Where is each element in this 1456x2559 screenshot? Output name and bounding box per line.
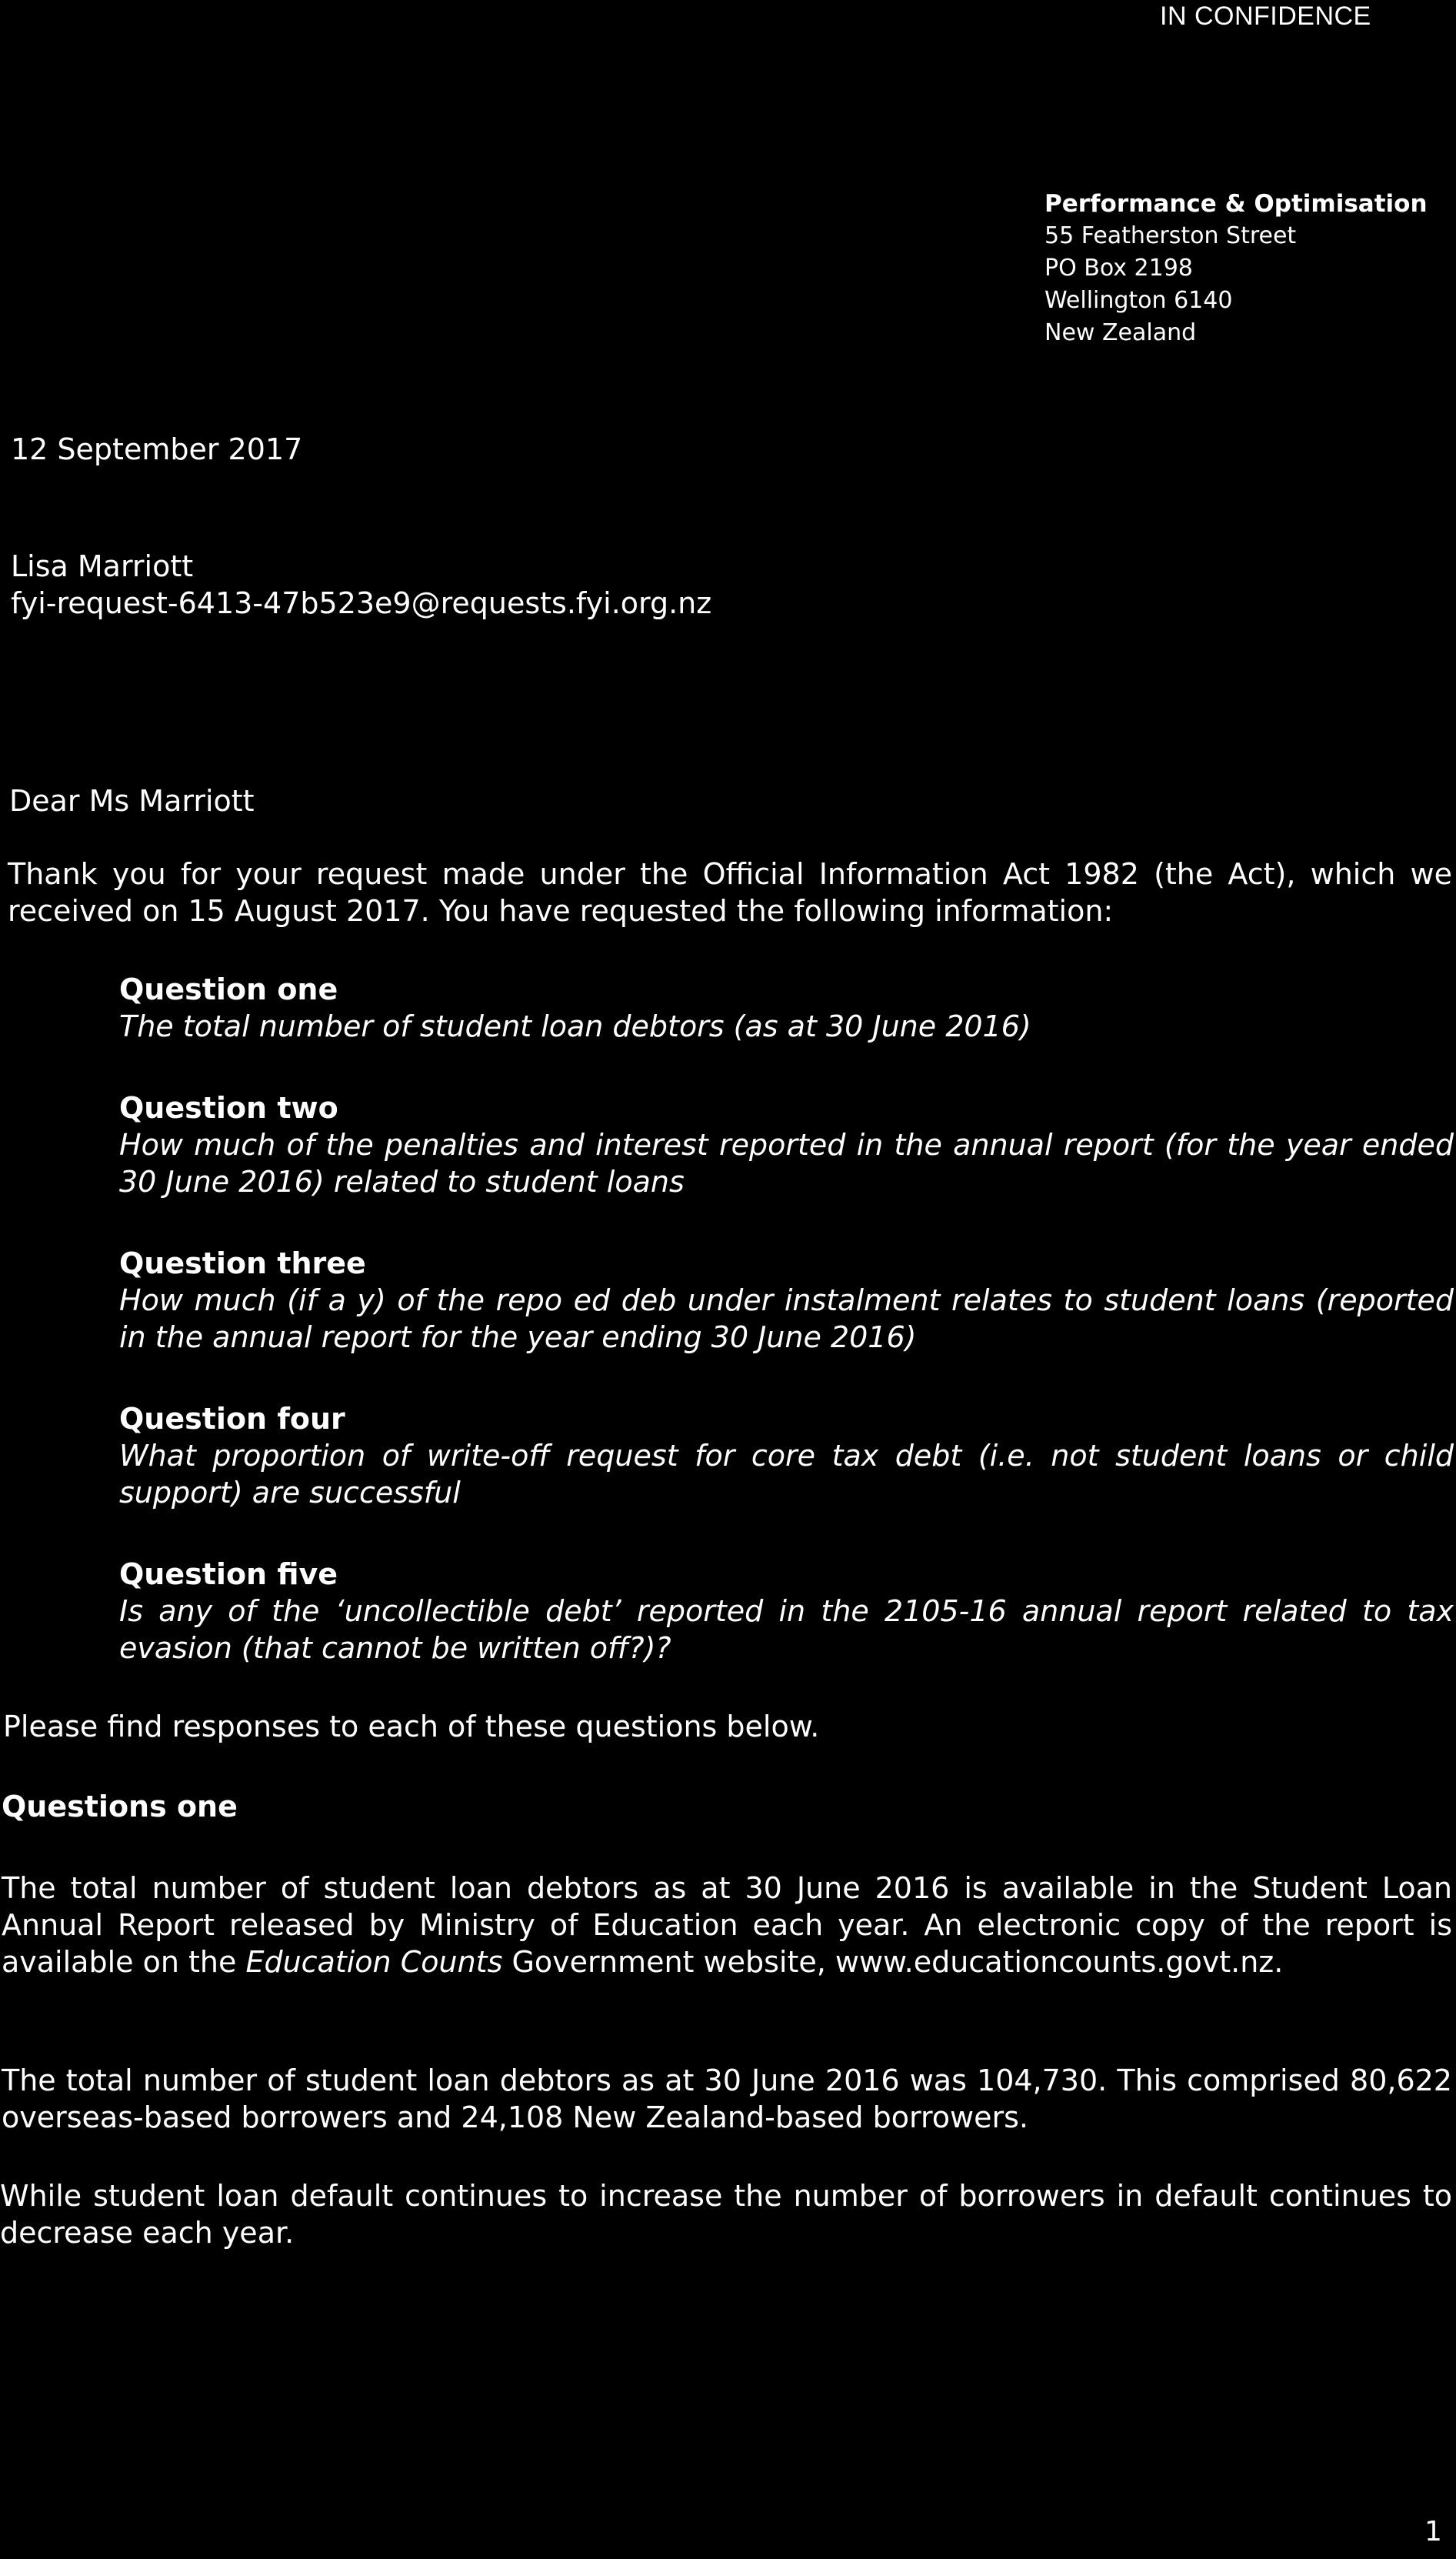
page-number: 1	[1424, 2516, 1442, 2547]
recipient-email: fyi-request-6413-47b523e9@requests.fyi.org.nz	[11, 586, 712, 620]
section-heading: Questions one	[2, 1790, 238, 1823]
intro-paragraph: Thank you for your request made under the Official Information Act 1982 (the Act), which we received on 15 August 2017. You have requested the following information:	[8, 857, 1452, 928]
letter-date: 12 September 2017	[11, 432, 303, 466]
answer-paragraph-1-tail: Government website, www.educationcounts.govt.nz.	[502, 1945, 1284, 1979]
recipient-block	[11, 548, 711, 622]
sender-org: Performance & Optimisation	[1045, 190, 1428, 218]
answer-paragraph-1	[2, 1870, 1452, 1980]
question-four	[119, 1400, 1454, 1511]
responses-intro: Please find responses to each of these questions below.	[3, 1710, 820, 1743]
classification-label: IN CONFIDENCE	[1160, 2, 1371, 31]
question-title: Question five	[119, 1557, 338, 1591]
question-title: Question four	[119, 1402, 345, 1436]
question-five	[119, 1556, 1454, 1667]
sender-street: 55 Featherston Street	[1045, 222, 1297, 249]
question-title: Question three	[119, 1246, 366, 1280]
question-title: Question one	[119, 973, 338, 1006]
sender-country: New Zealand	[1045, 319, 1197, 346]
question-text: What proportion of write-off request for core tax debt (i.e. not student loans or child support) are successful	[119, 1439, 1454, 1510]
question-text: The total number of student loan debtors (as at 30 June 2016)	[119, 1009, 1031, 1043]
sender-city: Wellington 6140	[1045, 287, 1233, 314]
question-two	[119, 1089, 1454, 1200]
question-text: How much of the penalties and interest reported in the annual report (for the year ended 30 June 2016) related to student loans	[119, 1128, 1454, 1199]
education-counts-title: Education Counts	[245, 1945, 503, 1979]
question-text: How much (if a y) of the repo ed deb under instalment relates to student loans (reported in the annual report for the year ending 30 June 2016)	[119, 1283, 1454, 1354]
recipient-name: Lisa Marriott	[11, 549, 194, 583]
sender-po-box: PO Box 2198	[1045, 255, 1193, 282]
question-three	[119, 1245, 1454, 1356]
question-text: Is any of the ‘uncollectible debt’ reported in the 2105-16 annual report related to tax evasion (that cannot be written off?)?	[119, 1594, 1454, 1665]
question-title: Question two	[119, 1091, 338, 1125]
sender-address	[1045, 188, 1428, 349]
answer-paragraph-3: While student loan default continues to increase the number of borrowers in default continues to decrease each year.	[0, 2179, 1452, 2250]
answer-paragraph-2: The total number of student loan debtors as at 30 June 2016 was 104,730. This comprised 80,622 overseas-based borrowers and 24,108 New Zealand-based borrowers.	[2, 2064, 1452, 2134]
salutation: Dear Ms Marriott	[9, 784, 255, 818]
answer-paragraph-1-text: The total number of student loan debtors as at 30 June 2016 is available in the Student Loan Annual Report released by Ministry of Education each year. An electronic copy of the report is available on the	[2, 1871, 1452, 1979]
question-one	[119, 971, 1454, 1045]
